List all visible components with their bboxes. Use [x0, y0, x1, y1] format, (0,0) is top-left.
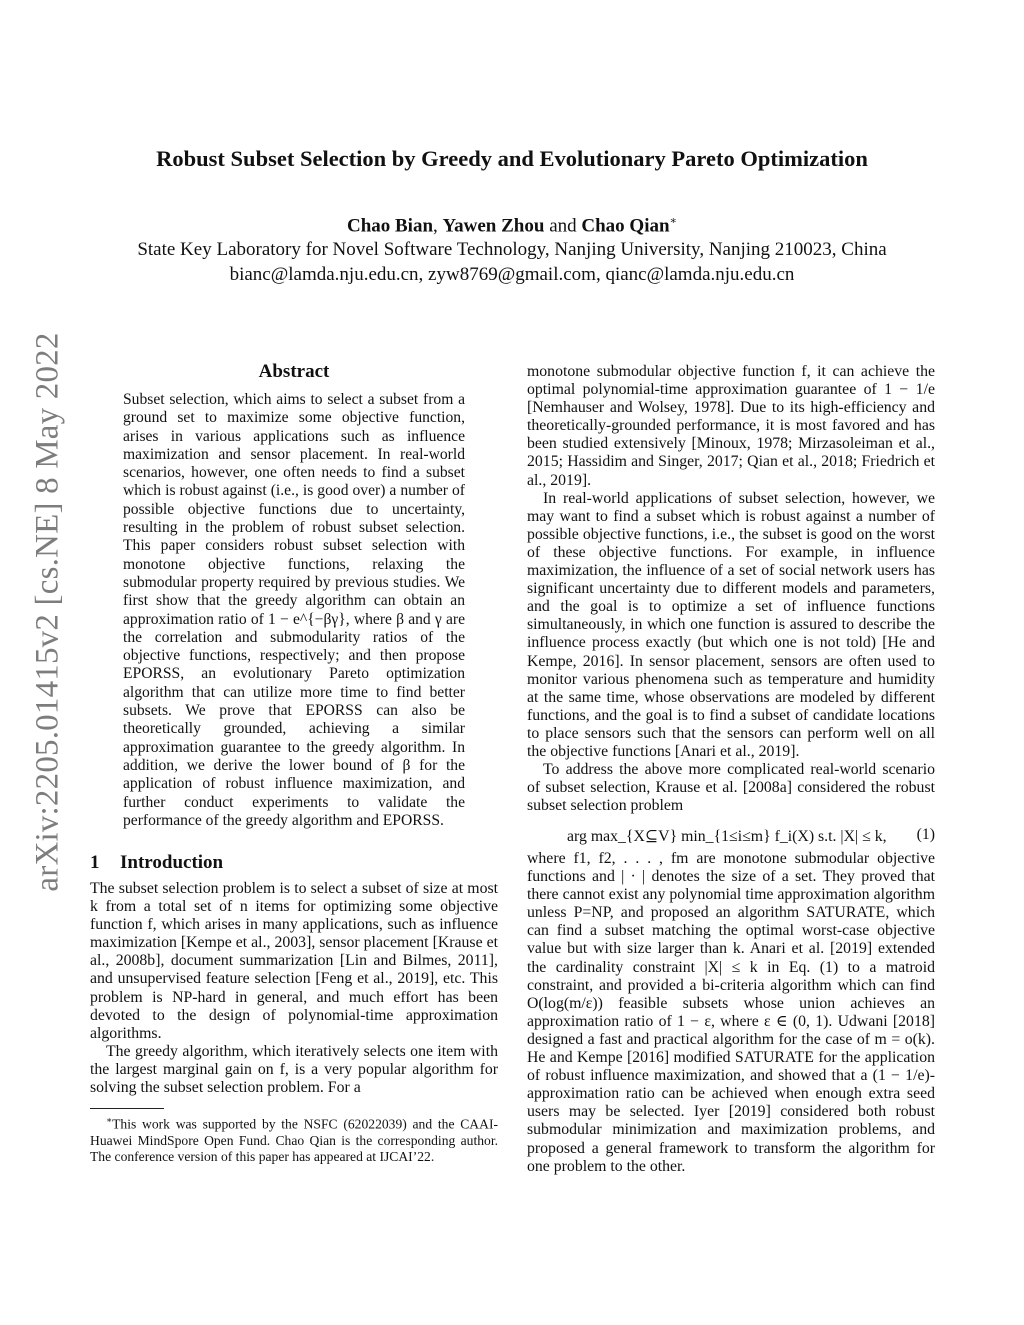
abstract-heading: Abstract [258, 361, 330, 382]
arxiv-identifier-text: arXiv:2205.01415v2 [cs.NE] 8 May 2022 [29, 332, 66, 892]
author-separator: and [549, 215, 577, 237]
author-separator: , [433, 215, 438, 237]
footnote-text: This work was supported by the NSFC (62022039) and the CAAI-Huawei MindSpore Open Fund. Chao Qian is the corresponding author. The conference version of this paper has appeared at IJCAI’22. [90, 1116, 498, 1164]
footnote-marker: ∗ [106, 1115, 113, 1125]
right-column-body [527, 363, 935, 815]
footnote [90, 1112, 498, 1165]
author-emails: bianc@lamda.nju.edu.cn, zyw8769@gmail.com, qianc@lamda.nju.edu.cn [229, 264, 795, 285]
author-name: Chao Bian [346, 215, 434, 237]
affiliation: State Key Laboratory for Novel Software Technology, Nanjing University, Nanjing 210023, China [137, 239, 887, 260]
left-column-body [90, 880, 498, 1097]
equation-1 [527, 826, 935, 846]
body-paragraph: In real-world applications of subset selection, however, we may want to find a subset which is robust against a number of possible objective functions, i.e., the subset is good on the worst of these objective functions. For example, in influence maximization, the influence of a set of social network users has significant uncertainty due to different models and parameters, and the goal is to optimize a set of influence functions simultaneously, in which one function is assured to describe the influence process exactly (but which one is not told) [He and Kempe, 2016]. In sensor placement, sensors are often used to monitor various phenomena such as temperature and humidity at the same time, whose observations are modeled by different functions, and the goal is to find a subset of candidate locations to place sensors such that the sensors can perform well on all the objective functions [Anari et al., 2019]. [527, 489, 935, 760]
author-list [0, 214, 1024, 237]
body-paragraph: where f1, f2, . . . , fm are monotone submodular objective functions and | · | denotes the size of a set. They proved that there cannot exist any polynomial time approximation algorithm unless P=NP, and proposed an algorithm SATURATE, which can find a subset matching the optimal worst-case objective value but with size larger than k. Anari et al. [2019] extended the cardinality constraint |X| ≤ k in Eq. (1) to a matroid constraint, and provided a bi-criteria algorithm which can find O(log(m/ε)) feasible subsets whose union achieves an approximation ratio of 1 − ε, where ε ∈ (0, 1). Udwani [2018] designed a fast and practical algorithm for the case of m = o(k). He and Kempe [2016] modified SATURATE for the application of robust influence maximization, and showed that a (1 − 1/e)-approximation ratio can be achieved when enough extra seed users may be selected. Iyer [2019] considered both robust submodular minimization and maximization problems, and proposed a general framework to transform the algorithm for one problem to the other. [527, 850, 935, 1175]
paper-title: Robust Subset Selection by Greedy and Evolutionary Pareto Optimization [156, 146, 868, 171]
body-paragraph: To address the above more complicated real-world scenario of subset selection, Krause et al. [2008a] considered the robust subset selection problem [527, 761, 935, 815]
footnote-marker: ∗ [669, 215, 678, 227]
section-heading [90, 852, 223, 874]
body-paragraph: The subset selection problem is to select a subset of size at most k from a total set of n items for optimizing some objective function f, which arises in many applications, such as influence maximization [Kempe et al., 2003], sensor placement [Krause et al., 2008b], document summarization [Lin and Bilmes, 2011], and unsupervised feature selection [Feng et al., 2019], etc. This problem is NP-hard in general, and much effort has been devoted to the design of polynomial-time approximation algorithms. [90, 880, 498, 1042]
section-number: 1 [90, 852, 100, 873]
section-title: Introduction [120, 852, 224, 873]
author-name: Yawen Zhou [442, 215, 545, 237]
body-paragraph: monotone submodular objective function f, it can achieve the optimal polynomial-time approximation guarantee of 1 − 1/e [Nemhauser and Wolsey, 1978]. Due to its high-efficiency and theoretically-grounded performance, it is most favored and has been studied extensively [Minoux, 1978; Mirzasoleiman et al., 2015; Hassidim and Singer, 2017; Qian et al., 2018; Friedrich et al., 2019]. [527, 363, 935, 489]
body-paragraph: The greedy algorithm, which iteratively selects one item with the largest marginal gain on f, is a very popular algorithm for solving the subset selection problem. For a [90, 1042, 498, 1097]
abstract-text: Subset selection, which aims to select a subset from a ground set to maximize some objective function, arises in various applications such as influence maximization and sensor placement. In real-world scenarios, however, one often needs to find a subset which is robust against (i.e., is good over) a number of possible objective functions due to uncertainty, resulting in the problem of robust subset selection. This paper considers robust subset selection with monotone objective functions, relaxing the submodular property required by previous studies. We first show that the greedy algorithm can obtain an approximation ratio of 1 − e^{−βγ}, where β and γ are the correlation and submodularity ratios of the objective functions, respectively; and then propose EPORSS, an evolutionary Pareto optimization algorithm that can utilize more time to find better subsets. We prove that EPORSS can also be theoretically grounded, achieving a similar approximation guarantee to the greedy algorithm. In addition, we derive the lower bound of β for the application of robust influence maximization, and further conduct experiments to validate the performance of the greedy algorithm and EPORSS. [123, 391, 465, 829]
equation-number: (1) [916, 826, 935, 843]
footnote-rule [90, 1108, 164, 1109]
author-name: Chao Qian [581, 215, 670, 237]
equation-expression: arg max_{X⊆V} min_{1≤i≤m} f_i(X) s.t. |X| ≤ k, [567, 828, 887, 845]
